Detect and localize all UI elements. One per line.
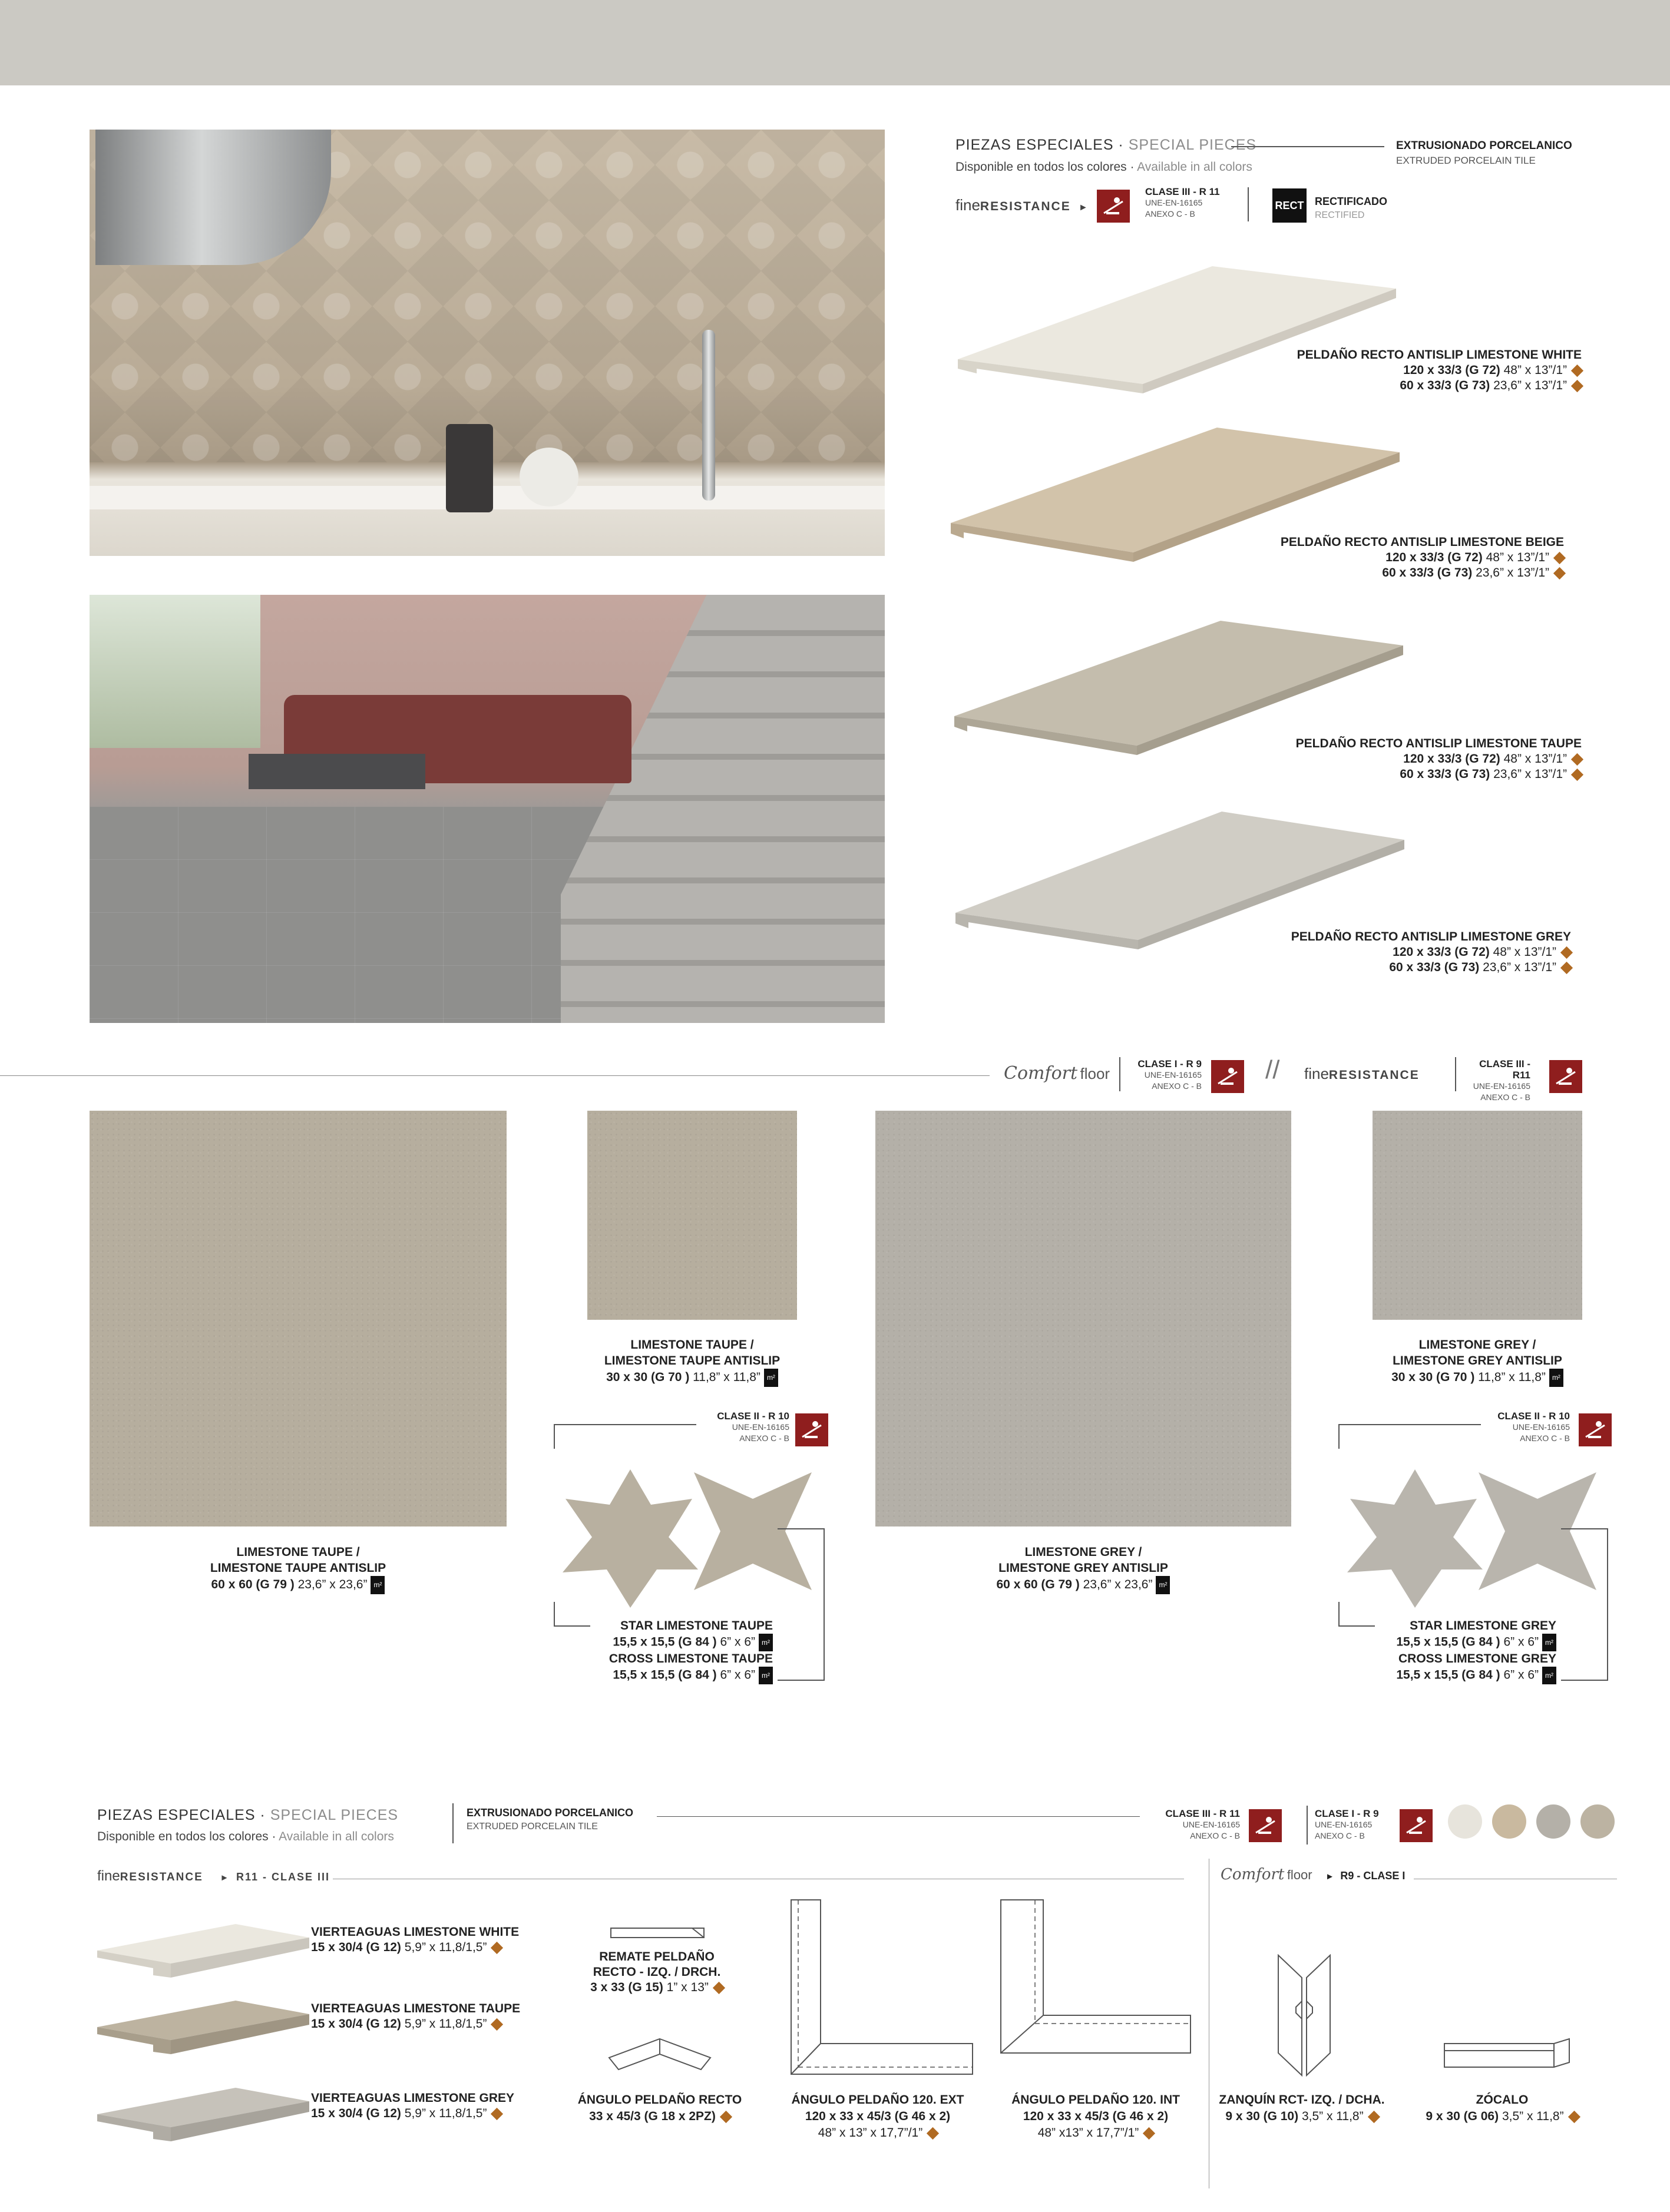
star-cross-taupe-caption: STAR LIMESTONE TAUPE 15,5 x 15,5 (G 84 ) 6” x 6” m² CROSS LIMESTONE TAUPE 15,5 x 15,5 (G 84 ) 6” x 6” m² <box>560 1618 773 1684</box>
zocalo-caption: ZÓCALO 9 x 30 (G 06) 3,5” x 11,8” <box>1408 2092 1596 2125</box>
class-info-star-grey: CLASE II - R 10 UNE-EN-16165 ANEXO C - B <box>1497 1410 1570 1443</box>
tile-taupe-30-caption: LIMESTONE TAUPE / LIMESTONE TAUPE ANTISLIP 30 x 30 (G 70 ) 11,8” x 11,8” m² <box>566 1337 819 1387</box>
bracket-line <box>554 1424 696 1449</box>
vierteaguas-taupe-caption: VIERTEAGUAS LIMESTONE TAUPE 15 x 30/4 (G 12) 5,9” x 11,8/1,5” <box>311 2002 521 2031</box>
fine-resistance-logo: fineRESISTANCE ► R11 - CLASE III <box>97 1868 330 1884</box>
living-room-photo <box>90 595 885 1023</box>
class-info-bottom-b: CLASE I - R 9 UNE-EN-16165 ANEXO C - B <box>1315 1808 1379 1840</box>
bracket-line <box>778 1528 825 1681</box>
separator: // <box>1265 1055 1280 1084</box>
tile-grey-30x30 <box>1373 1111 1582 1320</box>
slip-resistance-icon <box>1549 1060 1582 1093</box>
angulo-peldano-recto-caption: ÁNGULO PELDAÑO RECTO 33 x 45/3 (G 18 x 2PZ) <box>577 2093 742 2123</box>
class-info-bottom-a: CLASE III - R 11 UNE-EN-16165 ANEXO C - B <box>1165 1808 1240 1840</box>
star-tile-taupe <box>560 1469 701 1611</box>
star-cross-grey-caption: STAR LIMESTONE GREY 15,5 x 15,5 (G 84 ) 6” x 6” m² CROSS LIMESTONE GREY 15,5 x 15,5 (G 84 ) 6” x 6” m² <box>1344 1618 1556 1684</box>
mid-rule <box>0 1075 990 1076</box>
angulo-peldano-int-caption: ÁNGULO PELDAÑO 120. INT 120 x 33 x 45/3 (G 46 x 2) 48” x13” x 17,7”/1” <box>1011 2093 1180 2140</box>
slip-resistance-icon <box>795 1413 828 1446</box>
color-swatch-grey <box>1536 1804 1570 1839</box>
slip-resistance-icon <box>1249 1809 1282 1842</box>
special-pieces-title-bottom: PIEZAS ESPECIALES · SPECIAL PIECES <box>97 1807 399 1823</box>
header-rule <box>657 1816 1140 1817</box>
step-grey-caption: PELDAÑO RECTO ANTISLIP LIMESTONE GREY 120 x 33/3 (G 72) 48” x 13”/1” 60 x 33/3 (G 73) 23,6” x 13”/1” <box>1291 929 1571 975</box>
divider <box>452 1803 454 1843</box>
comfort-floor-logo: Comfort floor ► R9 - CLASE I <box>1221 1866 1406 1883</box>
angulo-peldano-int-drawing <box>998 1898 1193 2062</box>
vierteaguas-taupe-image <box>94 1998 312 2062</box>
divider <box>1455 1057 1456 1091</box>
step-taupe-caption: PELDAÑO RECTO ANTISLIP LIMESTONE TAUPE 120 x 33/3 (G 72) 48” x 13”/1” 60 x 33/3 (G 73) 23,6” x 13”/1” <box>1296 736 1582 782</box>
class-info-fine: CLASE III - R11 UNE-EN-16165 ANEXO C - B <box>1473 1058 1530 1102</box>
special-pieces-subtitle: Disponible en todos los colores · Available in all colors <box>955 160 1252 174</box>
color-swatch-white <box>1448 1804 1482 1839</box>
zocalo-drawing <box>1442 2038 1572 2073</box>
slip-resistance-icon <box>1097 190 1130 223</box>
extruded-en: EXTRUDED PORCELAIN TILE <box>1396 155 1536 166</box>
extruded-es: EXTRUSIONADO PORCELANICO <box>1396 140 1572 152</box>
rectified-es: RECTIFICADO <box>1315 196 1387 207</box>
bracket-line <box>1338 1424 1481 1449</box>
comfort-floor-logo: Comfort floor <box>1004 1063 1110 1084</box>
rectified-en: RECTIFIED <box>1315 210 1365 220</box>
slip-resistance-icon <box>1400 1809 1433 1842</box>
special-pieces-subtitle-bottom: Disponible en todos los colores · Available in all colors <box>97 1830 394 1843</box>
fine-resistance-logo: fineRESISTANCE <box>1304 1065 1420 1082</box>
rect-badge: RECT <box>1272 188 1307 223</box>
class-info-comfort: CLASE I - R 9 UNE-EN-16165 ANEXO C - B <box>1137 1058 1202 1091</box>
special-pieces-title: PIEZAS ESPECIALES · SPECIAL PIECES <box>955 137 1257 153</box>
tile-taupe-60x60 <box>90 1111 507 1526</box>
vierteaguas-grey-caption: VIERTEAGUAS LIMESTONE GREY 15 x 30/4 (G 12) 5,9” x 11,8/1,5” <box>311 2091 514 2120</box>
angulo-peldano-ext-drawing <box>781 1898 975 2086</box>
divider <box>1248 187 1249 221</box>
header-rule <box>1231 146 1384 147</box>
divider <box>1307 1806 1308 1845</box>
remate-peldano-drawing <box>610 1925 707 1942</box>
color-swatch-taupe <box>1580 1804 1615 1839</box>
top-band <box>0 0 1670 85</box>
color-swatch-beige <box>1492 1804 1526 1839</box>
slip-resistance-icon <box>1211 1060 1244 1093</box>
tile-taupe-30x30 <box>587 1111 797 1320</box>
remate-peldano-caption: REMATE PELDAÑO RECTO - IZQ. / DRCH. 3 x 33 (G 15) 1” x 13” <box>566 1949 748 1995</box>
angulo-peldano-ext-caption: ÁNGULO PELDAÑO 120. EXT 120 x 33 x 45/3 (G 46 x 2) 48” x 13” x 17,7”/1” <box>791 2093 964 2140</box>
step-beige-caption: PELDAÑO RECTO ANTISLIP LIMESTONE BEIGE 120 x 33/3 (G 72) 48” x 13”/1” 60 x 33/3 (G 73) 23,6” x 13”/1” <box>1281 535 1564 581</box>
tile-grey-60x60 <box>875 1111 1291 1526</box>
class-info-star-taupe: CLASE II - R 10 UNE-EN-16165 ANEXO C - B <box>717 1410 789 1443</box>
vierteaguas-white-image <box>94 1921 312 1986</box>
zanquin-drawing <box>1261 1954 1349 2078</box>
extruded-en-bottom: EXTRUDED PORCELAIN TILE <box>467 1822 598 1832</box>
bracket-line <box>1561 1528 1608 1681</box>
kitchen-photo <box>90 130 885 556</box>
zanquin-caption: ZANQUÍN RCT- IZQ. / DCHA. 9 x 30 (G 10) 3,5” x 11,8” <box>1219 2093 1385 2123</box>
divider <box>1119 1057 1120 1091</box>
tile-taupe-60-caption: LIMESTONE TAUPE / LIMESTONE TAUPE ANTISLIP 60 x 60 (G 79 ) 23,6” x 23,6” m² <box>90 1544 507 1594</box>
vierteaguas-grey-image <box>94 2085 312 2150</box>
tile-grey-30-caption: LIMESTONE GREY / LIMESTONE GREY ANTISLIP 30 x 30 (G 70 ) 11,8” x 11,8” m² <box>1349 1337 1606 1387</box>
class-info-top: CLASE III - R 11 UNE-EN-16165 ANEXO C - B <box>1145 186 1220 218</box>
vierteaguas-white-caption: VIERTEAGUAS LIMESTONE WHITE 15 x 30/4 (G 12) 5,9” x 11,8/1,5” <box>311 1925 520 1954</box>
angulo-peldano-recto-drawing <box>607 2037 713 2078</box>
extruded-es-bottom: EXTRUSIONADO PORCELANICO <box>467 1807 634 1819</box>
star-tile-grey <box>1344 1469 1486 1611</box>
step-white-caption: PELDAÑO RECTO ANTISLIP LIMESTONE WHITE 120 x 33/3 (G 72) 48” x 13”/1” 60 x 33/3 (G 73) 23,6” x 13”/1” <box>1297 347 1582 393</box>
tile-grey-60-caption: LIMESTONE GREY / LIMESTONE GREY ANTISLIP 60 x 60 (G 79 ) 23,6” x 23,6” m² <box>875 1544 1291 1594</box>
slip-resistance-icon <box>1579 1413 1612 1446</box>
fine-resistance-logo: fineRESISTANCE ► <box>955 196 1088 214</box>
